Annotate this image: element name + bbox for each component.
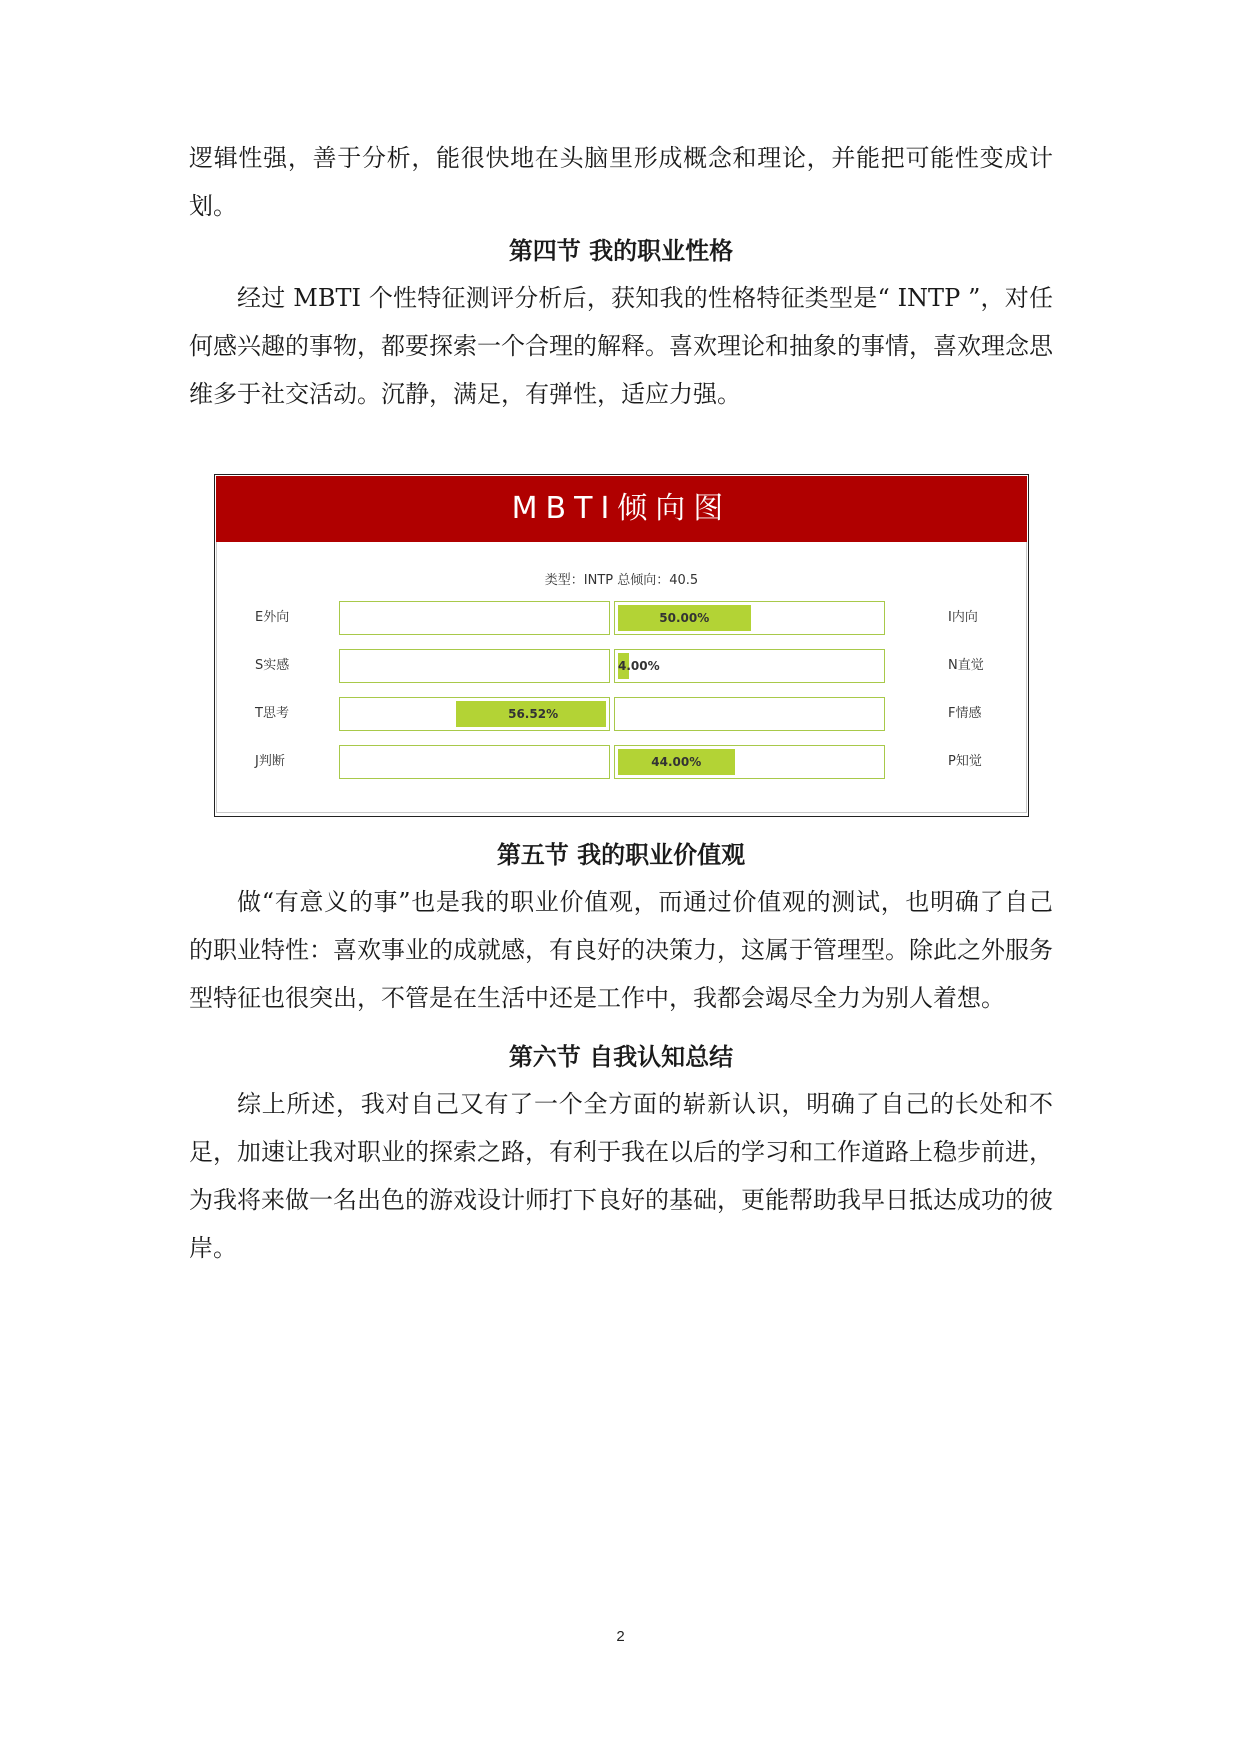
- paragraph-summary: 综上所述，我对自己又有了一个全方面的崭新认识，明确了自己的长处和不足，加速让我对职业的探索之路，有利于我在以后的学习和工作道路上稳步前进，为我将来做一名出色的游戏设计师打下良好的基础，更能帮助我早日抵达成功的彼岸。: [189, 1090, 1053, 1262]
- section-heading-6: 第六节 自我认知总结: [508, 1043, 734, 1071]
- right-label: I内向: [948, 610, 978, 625]
- right-label: F情感: [948, 706, 982, 721]
- left-label: S实感: [255, 658, 290, 673]
- left-track: [339, 697, 610, 731]
- chart-row: [215, 601, 1028, 635]
- left-track: [339, 649, 610, 683]
- right-track: [614, 601, 885, 635]
- chart-subtitle: 类型：INTP 总倾向：40.5: [544, 573, 699, 588]
- paragraph-values: 做“有意义的事”也是我的职业价值观，而通过价值观的测试，也明确了自己的职业特性：喜欢事业的成就感，有良好的决策力，这属于管理型。除此之外服务型特征也很突出，不管是在生活中还是工作中，我都会竭尽全力为别人着想。: [189, 888, 1053, 1012]
- right-track: [614, 745, 885, 779]
- section-heading-5: 第五节 我的职业价值观: [496, 841, 746, 869]
- left-track: [339, 601, 610, 635]
- left-track: [339, 745, 610, 779]
- paragraph-mbti: 经过 MBTI 个性特征测评分析后，获知我的性格特征类型是“ INTP ”，对任何感兴趣的事物，都要探索一个合理的解释。喜欢理论和抽象的事情，喜欢理念思维多于社交活动。沉静，满足，有弹性，适应力强。: [189, 284, 1053, 408]
- left-label: J判断: [255, 754, 285, 769]
- chart-row: [215, 745, 1028, 779]
- left-label: E外向: [255, 610, 290, 625]
- bar-value-label: 56.52%: [508, 707, 559, 721]
- chart-title: MBTI倾向图: [216, 476, 1027, 542]
- bar-value-label: 50.00%: [659, 611, 710, 625]
- left-label: T思考: [255, 706, 289, 721]
- paragraph-intro: 逻辑性强，善于分析，能很快地在头脑里形成概念和理论，并能把可能性变成计划。: [189, 144, 1053, 220]
- right-label: P知觉: [948, 754, 982, 769]
- bar-value-label: 44.00%: [651, 755, 702, 769]
- chart-row: [215, 697, 1028, 731]
- bar-value-label: 4.00%: [618, 659, 660, 673]
- section-heading-4: 第四节 我的职业性格: [508, 237, 734, 265]
- page-number: 2: [616, 1628, 625, 1645]
- mbti-chart: [214, 474, 1029, 817]
- right-track: [614, 697, 885, 731]
- chart-row: [215, 649, 1028, 683]
- right-label: N直觉: [948, 658, 984, 673]
- right-track: [614, 649, 885, 683]
